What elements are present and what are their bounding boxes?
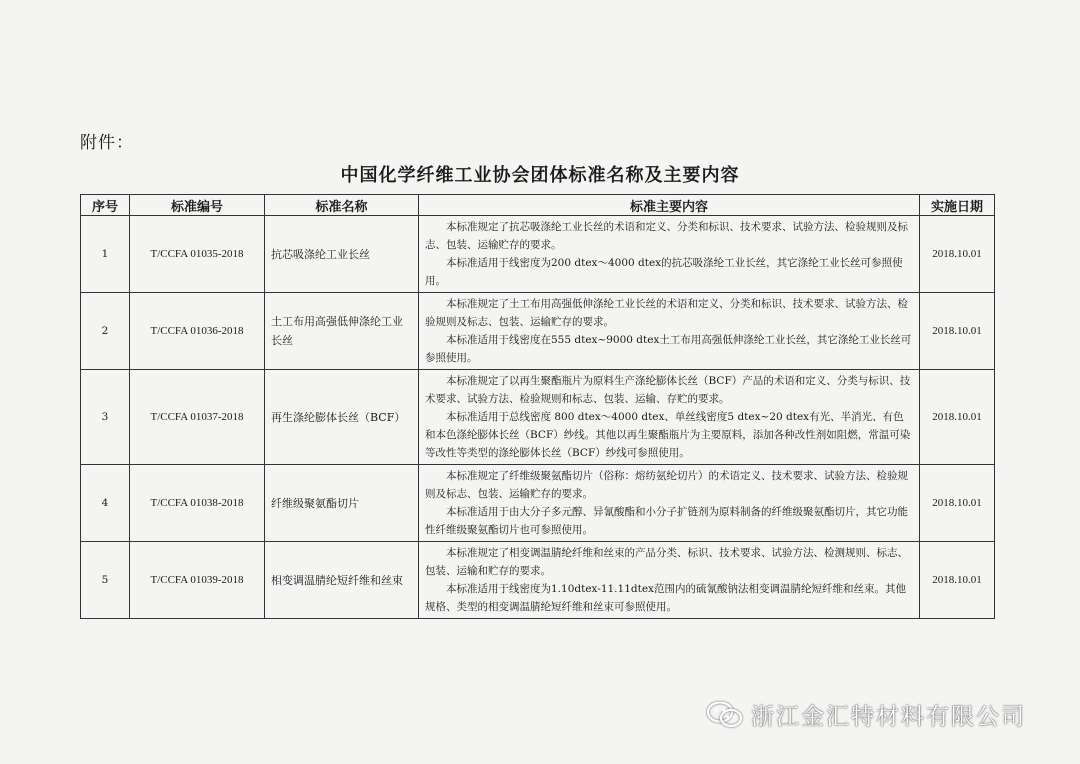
attachment-label: 附件： bbox=[80, 133, 134, 153]
page-title: 中国化学纤维工业协会团体标准名称及主要内容 bbox=[340, 165, 740, 186]
content-para: 本标准规定了相变调温腈纶纤维和丝束的产品分类、标识、技术要求、试验方法、检测规则、标志、包装、运输和贮存的要求。 bbox=[425, 547, 908, 577]
content-para: 本标准适用于线密度为200 dtex～4000 dtex的抗芯吸涤纶工业长丝，其它涤纶工业长丝可参照使用。 bbox=[425, 257, 903, 287]
table-row bbox=[81, 370, 995, 465]
row-no: 2 bbox=[81, 293, 130, 370]
watermark-text: 浙江金汇特材料有限公司 bbox=[751, 704, 1026, 730]
row-no: 1 bbox=[81, 216, 130, 293]
row-date: 2018.10.01 bbox=[920, 216, 995, 293]
row-code: T/CCFA 01038-2018 bbox=[130, 465, 265, 542]
content-para: 本标准适用于线密度为1.10dtex-11.11dtex范围内的硫氰酸钠法相变调温腈纶短纤维和丝束。其他规格、类型的相变调温腈纶短纤维和丝束可参照使用。 bbox=[425, 583, 906, 613]
content-para: 本标准适用于由大分子多元醇、异氰酸酯和小分子扩链剂为原料制备的纤维级聚氨酯切片，其它功能性纤维级聚氨酯切片也可参照使用。 bbox=[425, 506, 908, 536]
header-content: 标准主要内容 bbox=[419, 195, 920, 216]
row-name: 抗芯吸涤纶工业长丝 bbox=[265, 216, 419, 293]
table-header-row bbox=[81, 195, 995, 216]
row-content bbox=[419, 465, 920, 542]
standards-table bbox=[80, 194, 995, 619]
table-row bbox=[81, 542, 995, 619]
row-content bbox=[419, 216, 920, 293]
row-code: T/CCFA 01039-2018 bbox=[130, 542, 265, 619]
row-name: 相变调温腈纶短纤维和丝束 bbox=[265, 542, 419, 619]
header-code: 标准编号 bbox=[130, 195, 265, 216]
content-para: 本标准规定了土工布用高强低伸涤纶工业长丝的术语和定义、分类和标识、技术要求、试验方法、检验规则及标志、包装、运输贮存的要求。 bbox=[425, 298, 908, 328]
row-name: 土工布用高强低伸涤纶工业长丝 bbox=[265, 293, 419, 370]
header-name: 标准名称 bbox=[265, 195, 419, 216]
row-content bbox=[419, 293, 920, 370]
row-date: 2018.10.01 bbox=[920, 465, 995, 542]
row-no: 4 bbox=[81, 465, 130, 542]
row-code: T/CCFA 01036-2018 bbox=[130, 293, 265, 370]
table-row bbox=[81, 293, 995, 370]
row-name: 纤维级聚氨酯切片 bbox=[265, 465, 419, 542]
content-para: 本标准规定了抗芯吸涤纶工业长丝的术语和定义、分类和标识、技术要求、试验方法、检验规则及标志、包装、运输贮存的要求。 bbox=[425, 221, 908, 251]
row-date: 2018.10.01 bbox=[920, 370, 995, 465]
content-para: 本标准规定了纤维级聚氨酯切片（俗称：熔纺氨纶切片）的术语定义、技术要求、试验方法、检验规则及标志、包装、运输贮存的要求。 bbox=[425, 470, 908, 500]
row-no: 5 bbox=[81, 542, 130, 619]
watermark bbox=[705, 698, 1026, 731]
row-content bbox=[419, 542, 920, 619]
header-date: 实施日期 bbox=[920, 195, 995, 216]
row-name: 再生涤纶膨体长丝（BCF） bbox=[265, 370, 419, 465]
content-para: 本标准适用于总线密度 800 dtex～4000 dtex、单丝线密度5 dtex~20 dtex有光、半消光、有色和本色涤纶膨体长丝（BCF）纱线。其他以再生聚酯瓶片为主要原料，添加各种改性剂如阻燃，常温可染等改性等类型的涤纶膨体长丝（BCF）纱线可参照使用。 bbox=[425, 411, 911, 459]
header-no: 序号 bbox=[81, 195, 130, 216]
content-para: 本标准规定了以再生聚酯瓶片为原料生产涤纶膨体长丝（BCF）产品的术语和定义、分类与标识、技术要求、试验方法、检验规则和标志、包装、运输、存贮的要求。 bbox=[425, 375, 911, 405]
wechat-icon bbox=[705, 700, 745, 730]
table-row bbox=[81, 465, 995, 542]
row-code: T/CCFA 01035-2018 bbox=[130, 216, 265, 293]
row-date: 2018.10.01 bbox=[920, 293, 995, 370]
table-row bbox=[81, 216, 995, 293]
row-code: T/CCFA 01037-2018 bbox=[130, 370, 265, 465]
content-para: 本标准适用于线密度在555 dtex~9000 dtex土工布用高强低伸涤纶工业长丝，其它涤纶工业长丝可参照使用。 bbox=[425, 334, 912, 364]
row-date: 2018.10.01 bbox=[920, 542, 995, 619]
row-no: 3 bbox=[81, 370, 130, 465]
row-content bbox=[419, 370, 920, 465]
